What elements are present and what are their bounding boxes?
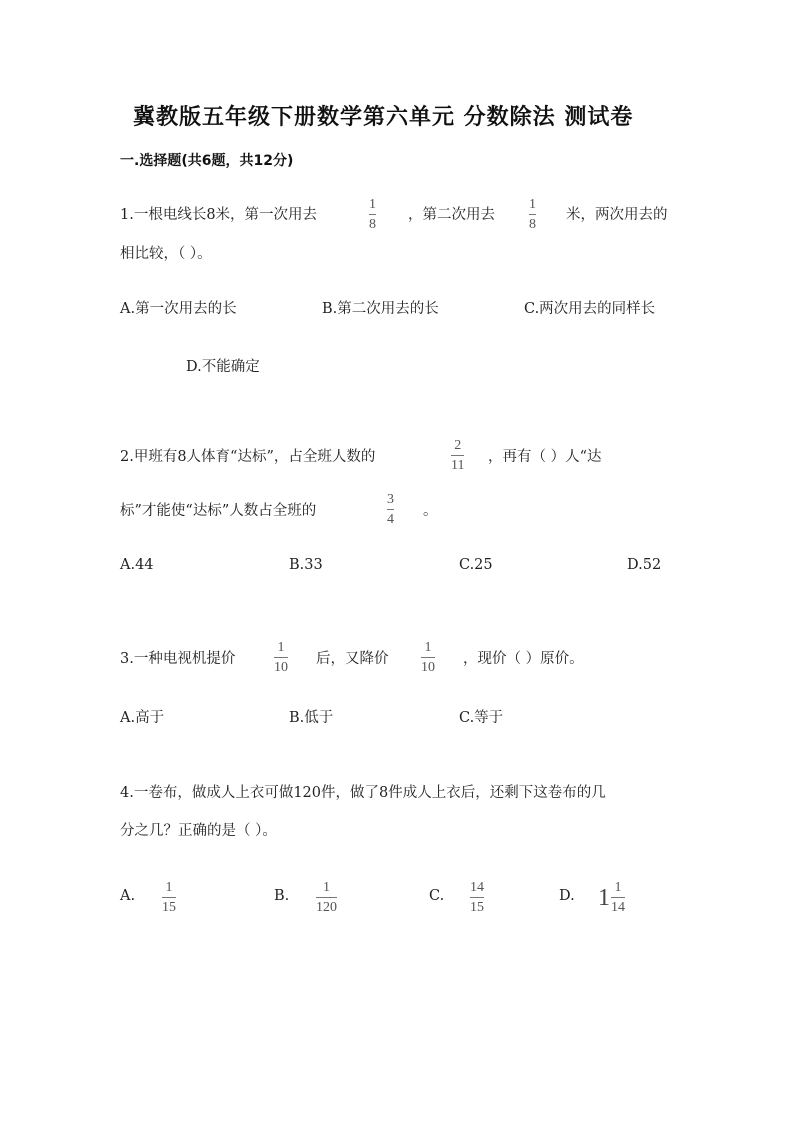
numerator: 1 (529, 197, 536, 212)
option-label: D. (559, 888, 575, 904)
question-text: 相比较，（ ）。 (120, 246, 212, 262)
denominator: 14 (611, 900, 625, 915)
numerator: 1 (614, 880, 622, 895)
question-text: 后，又降价 (316, 651, 389, 667)
fraction-bar (387, 509, 394, 510)
option-d[interactable]: D.52 (627, 557, 662, 573)
denominator: 8 (369, 217, 376, 232)
denominator: 11 (451, 458, 465, 473)
denominator: 8 (529, 217, 536, 232)
question-text: 4.一卷布，做成人上衣可做120件，做了8件成人上衣后，还剩下这卷布的几 (120, 785, 606, 801)
option-c[interactable]: C.等于 (459, 710, 504, 726)
option-c[interactable]: C.25 (459, 557, 493, 573)
question-text: 标”才能使“达标”人数占全班的 (120, 503, 317, 519)
fraction (316, 880, 337, 916)
fraction-bar (529, 214, 536, 215)
fraction (421, 640, 435, 676)
fraction (611, 880, 625, 916)
question-text: ，现价（ ）原价。 (463, 651, 584, 667)
fraction-bar (451, 455, 464, 456)
fraction-bar (470, 897, 484, 898)
option-a[interactable]: A.第一次用去的长 (120, 301, 237, 317)
numerator: 1 (165, 880, 173, 895)
question-text: ，第二次用去 (408, 207, 495, 223)
fraction (274, 640, 288, 676)
option-label: A. (120, 888, 136, 904)
denominator: 10 (421, 660, 435, 675)
numerator: 14 (470, 880, 484, 895)
fraction-bar (611, 897, 625, 898)
numerator: 1 (323, 880, 330, 895)
question-text: 3.一种电视机提价 (120, 651, 236, 667)
option-a[interactable]: A.高于 (120, 710, 165, 726)
option-label: C. (429, 888, 445, 904)
fraction-bar (162, 897, 176, 898)
numerator: 3 (387, 492, 394, 507)
page-title: 冀教版五年级下册数学第六单元 分数除法 测试卷 (133, 105, 634, 130)
numerator: 2 (454, 438, 462, 453)
option-label: B. (274, 888, 290, 904)
fraction-bar (369, 214, 376, 215)
denominator: 15 (470, 900, 484, 915)
whole-part: 1 (598, 884, 610, 911)
option-d[interactable]: D.不能确定 (186, 359, 260, 375)
fraction (369, 197, 376, 233)
question-text: 。 (423, 503, 438, 519)
fraction-bar (316, 897, 337, 898)
fraction-bar (274, 657, 288, 658)
option-b[interactable]: B.第二次用去的长 (322, 301, 439, 317)
question-text: 米，两次用去的 (566, 207, 668, 223)
fraction (387, 492, 394, 528)
denominator: 10 (274, 660, 288, 675)
fraction (529, 197, 536, 233)
fraction-bar (421, 657, 435, 658)
question-text: ，再有（ ）人“达 (488, 449, 602, 465)
mixed-number (598, 880, 625, 916)
option-c[interactable]: C.两次用去的同样长 (524, 301, 656, 317)
numerator: 1 (277, 640, 285, 655)
denominator: 15 (162, 900, 176, 915)
option-a[interactable]: A.44 (120, 557, 154, 573)
option-b[interactable]: B.低于 (289, 710, 334, 726)
denominator: 4 (387, 512, 394, 527)
question-text: 分之几？正确的是（ ）。 (120, 823, 277, 839)
question-text: 2.甲班有8人体育“达标”，占全班人数的 (120, 449, 376, 465)
section-heading: 一.选择题(共6题，共12分) (120, 153, 294, 169)
fraction (470, 880, 484, 916)
fraction (451, 438, 464, 474)
question-text: 1.一根电线长8米，第一次用去 (120, 207, 318, 223)
numerator: 1 (424, 640, 432, 655)
numerator: 1 (369, 197, 376, 212)
option-b[interactable]: B.33 (289, 557, 323, 573)
fraction (162, 880, 176, 916)
denominator: 120 (316, 900, 337, 915)
